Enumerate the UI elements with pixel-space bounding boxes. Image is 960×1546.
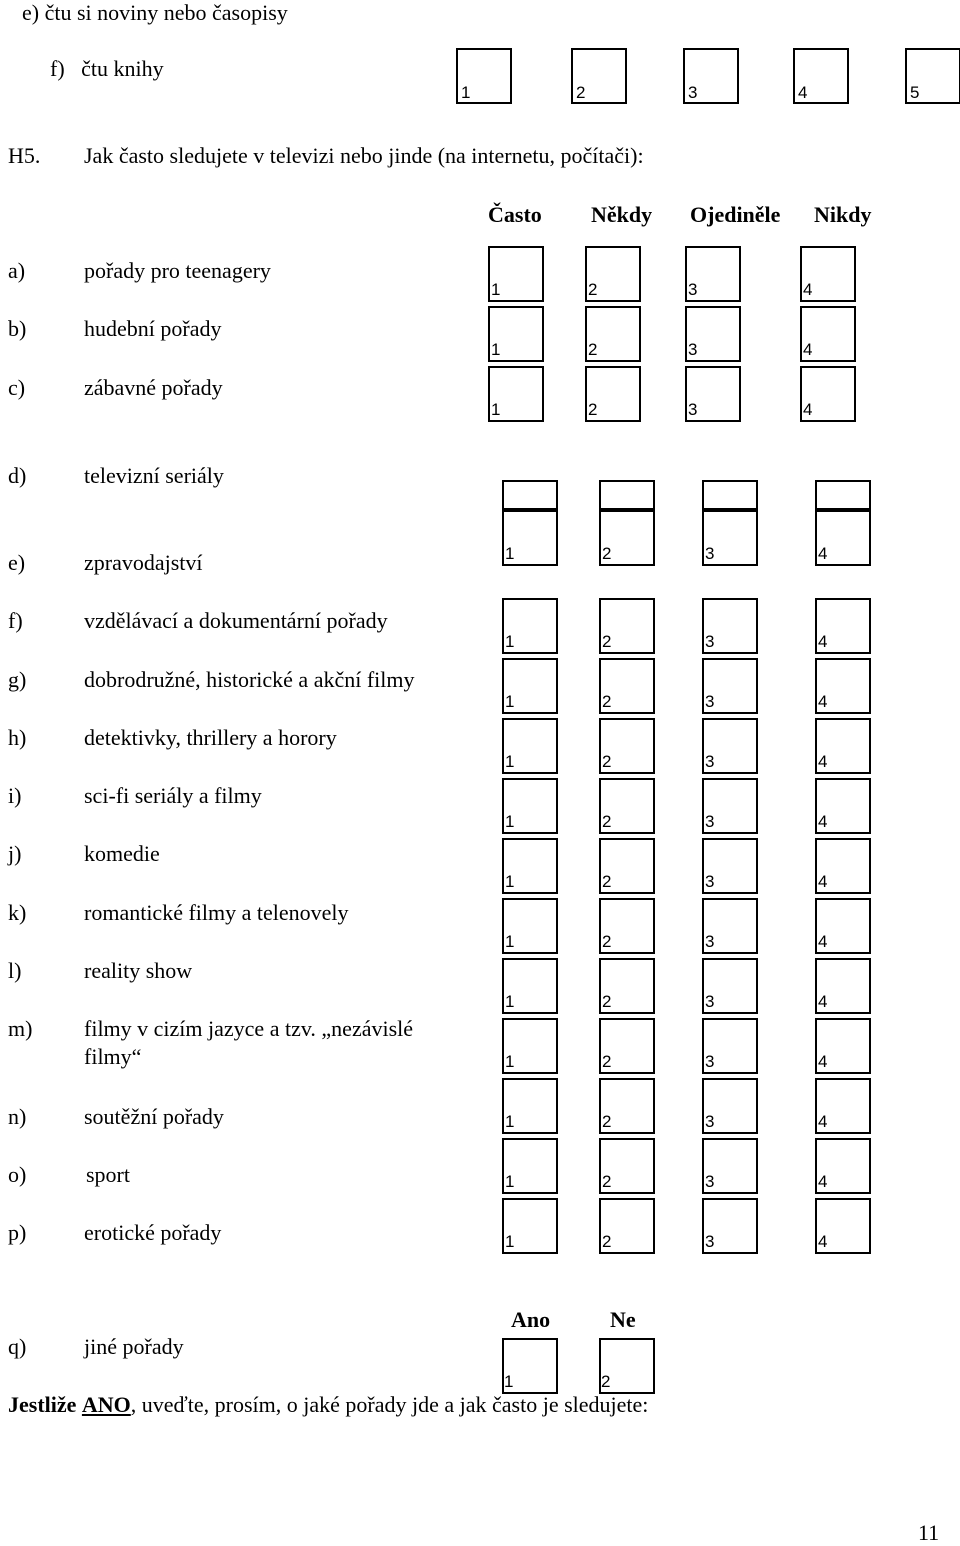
answer-number: 1 bbox=[491, 400, 501, 419]
answer-number: 3 bbox=[705, 752, 715, 771]
televizni-serialy-box-4[interactable] bbox=[815, 480, 871, 510]
prev-answer-number: 1 bbox=[461, 83, 471, 102]
answer-number: 1 bbox=[505, 1172, 515, 1191]
answer-number: 2 bbox=[602, 544, 612, 563]
answer-number: 1 bbox=[505, 812, 515, 831]
item-label-zabavne-porady: zábavné pořady bbox=[84, 375, 223, 400]
answer-number: 1 bbox=[505, 992, 515, 1011]
item-label-zpravodajstvi: zpravodajství bbox=[84, 550, 203, 575]
answer-number: 2 bbox=[602, 1112, 612, 1131]
prev-answer-number: 4 bbox=[798, 83, 808, 102]
item-label-detektivky-thrillery-a-horory: detektivky, thrillery a horory bbox=[84, 725, 337, 750]
followup-instruction: Jestliže ANO, uveďte, prosím, o jaké pořady jde a jak často je sledujete: bbox=[8, 1392, 649, 1417]
answer-number: 2 bbox=[601, 1372, 611, 1391]
answer-number: 4 bbox=[818, 812, 828, 831]
prev-item-f: f) čtu knihy bbox=[50, 56, 164, 81]
item-letter: i) bbox=[8, 783, 22, 808]
item-letter: g) bbox=[8, 667, 27, 692]
answer-number: 4 bbox=[818, 932, 828, 951]
answer-number: 1 bbox=[505, 692, 515, 711]
item-label-vzdelavaci-a-dokumentarni-porady: vzdělávací a dokumentární pořady bbox=[84, 608, 388, 633]
answer-number: 3 bbox=[705, 872, 715, 891]
prev-answer-number: 2 bbox=[576, 83, 586, 102]
prev-answer-number: 5 bbox=[910, 83, 920, 102]
prev-answer-number: 3 bbox=[688, 83, 698, 102]
item-letter-q: q) bbox=[8, 1334, 27, 1359]
answer-number: 4 bbox=[818, 752, 828, 771]
answer-number: 1 bbox=[505, 544, 515, 563]
answer-number: 1 bbox=[505, 872, 515, 891]
item-letter: n) bbox=[8, 1104, 27, 1129]
item-letter: m) bbox=[8, 1016, 33, 1041]
answer-number: 3 bbox=[705, 932, 715, 951]
item-letter: b) bbox=[8, 316, 27, 341]
answer-number: 4 bbox=[818, 1112, 828, 1131]
answer-number: 1 bbox=[505, 1232, 515, 1251]
answer-number: 1 bbox=[505, 1052, 515, 1071]
item-letter: a) bbox=[8, 258, 26, 283]
answer-number: 4 bbox=[818, 632, 828, 651]
item-letter: d) bbox=[8, 463, 27, 488]
answer-number: 4 bbox=[818, 992, 828, 1011]
item-letter: h) bbox=[8, 725, 27, 750]
answer-number: 2 bbox=[602, 812, 612, 831]
answer-number: 4 bbox=[803, 400, 813, 419]
item-label-romanticke-filmy-a-telenovely: romantické filmy a telenovely bbox=[84, 900, 349, 925]
header-ano: Ano bbox=[511, 1307, 551, 1332]
question-text: Jak často sledujete v televizi nebo jinde (na internetu, počítači): bbox=[84, 143, 644, 168]
item-letter: f) bbox=[8, 608, 23, 633]
item-letter: j) bbox=[8, 841, 22, 866]
header-ne: Ne bbox=[610, 1307, 636, 1332]
answer-number: 4 bbox=[818, 692, 828, 711]
answer-number: 1 bbox=[505, 1112, 515, 1131]
answer-number: 4 bbox=[803, 280, 813, 299]
answer-number: 2 bbox=[602, 872, 612, 891]
question-id: H5. bbox=[8, 143, 41, 168]
answer-number: 4 bbox=[818, 872, 828, 891]
item-label-continuation: filmy“ bbox=[84, 1044, 142, 1069]
answer-number: 4 bbox=[818, 544, 828, 563]
answer-number: 4 bbox=[818, 1052, 828, 1071]
header-casto: Často bbox=[488, 202, 542, 227]
answer-number: 3 bbox=[688, 400, 698, 419]
header-nekdy: Někdy bbox=[591, 202, 653, 227]
answer-number: 2 bbox=[602, 752, 612, 771]
answer-number: 3 bbox=[688, 340, 698, 359]
answer-number: 2 bbox=[602, 632, 612, 651]
answer-number: 2 bbox=[602, 992, 612, 1011]
item-label-porady-pro-teenagery: pořady pro teenagery bbox=[84, 258, 271, 283]
answer-number: 3 bbox=[705, 812, 715, 831]
televizni-serialy-box-3[interactable] bbox=[702, 480, 758, 510]
item-label-sport: sport bbox=[86, 1162, 130, 1187]
televizni-serialy-box-1[interactable] bbox=[502, 480, 558, 510]
item-label-reality-show: reality show bbox=[84, 958, 193, 983]
item-label-sci-fi-serialy-a-filmy: sci-fi seriály a filmy bbox=[84, 783, 262, 808]
answer-number: 3 bbox=[688, 280, 698, 299]
answer-number: 3 bbox=[705, 1052, 715, 1071]
item-label-televizni-serialy: televizní seriály bbox=[84, 463, 224, 488]
televizni-serialy-box-2[interactable] bbox=[599, 480, 655, 510]
item-label-dobrodruzne-historicke-a-akcni-filmy: dobrodružné, historické a akční filmy bbox=[84, 667, 415, 692]
answer-number: 3 bbox=[705, 692, 715, 711]
prev-item-e: e) čtu si noviny nebo časopisy bbox=[22, 0, 288, 25]
item-letter: o) bbox=[8, 1162, 27, 1187]
item-letter: k) bbox=[8, 900, 27, 925]
item-label-jine-porady: jiné pořady bbox=[84, 1334, 184, 1359]
answer-number: 2 bbox=[588, 280, 598, 299]
answer-number: 3 bbox=[705, 992, 715, 1011]
item-label-komedie: komedie bbox=[84, 841, 160, 866]
item-letter: e) bbox=[8, 550, 26, 575]
answer-number: 2 bbox=[602, 1172, 612, 1191]
answer-number: 1 bbox=[505, 752, 515, 771]
answer-number: 1 bbox=[491, 340, 501, 359]
answer-number: 4 bbox=[818, 1172, 828, 1191]
item-label-eroticke-porady: erotické pořady bbox=[84, 1220, 222, 1245]
item-letter: p) bbox=[8, 1220, 27, 1245]
item-label-soutezni-porady: soutěžní pořady bbox=[84, 1104, 224, 1129]
answer-number: 3 bbox=[705, 1172, 715, 1191]
answer-number: 3 bbox=[705, 1112, 715, 1131]
answer-number: 4 bbox=[818, 1232, 828, 1251]
answer-number: 2 bbox=[602, 1232, 612, 1251]
answer-number: 1 bbox=[505, 932, 515, 951]
header-nikdy: Nikdy bbox=[814, 202, 872, 227]
answer-number: 1 bbox=[505, 632, 515, 651]
answer-number: 3 bbox=[705, 1232, 715, 1251]
answer-number: 1 bbox=[504, 1372, 514, 1391]
answer-number: 2 bbox=[602, 932, 612, 951]
item-label-filmy-v-cizim-jazyce-a-tzv-nezavisle: filmy v cizím jazyce a tzv. „nezávislé bbox=[84, 1016, 414, 1041]
item-letter: c) bbox=[8, 375, 26, 400]
page-number: 11 bbox=[918, 1520, 940, 1545]
answer-number: 2 bbox=[602, 1052, 612, 1071]
answer-number: 1 bbox=[491, 280, 501, 299]
answer-number: 2 bbox=[602, 692, 612, 711]
answer-number: 2 bbox=[588, 400, 598, 419]
answer-number: 3 bbox=[705, 632, 715, 651]
answer-number: 4 bbox=[803, 340, 813, 359]
answer-number: 2 bbox=[588, 340, 598, 359]
answer-number: 3 bbox=[705, 544, 715, 563]
item-letter: l) bbox=[8, 958, 22, 983]
header-ojedinele: Ojediněle bbox=[690, 202, 781, 227]
item-label-hudebni-porady: hudební pořady bbox=[84, 316, 222, 341]
